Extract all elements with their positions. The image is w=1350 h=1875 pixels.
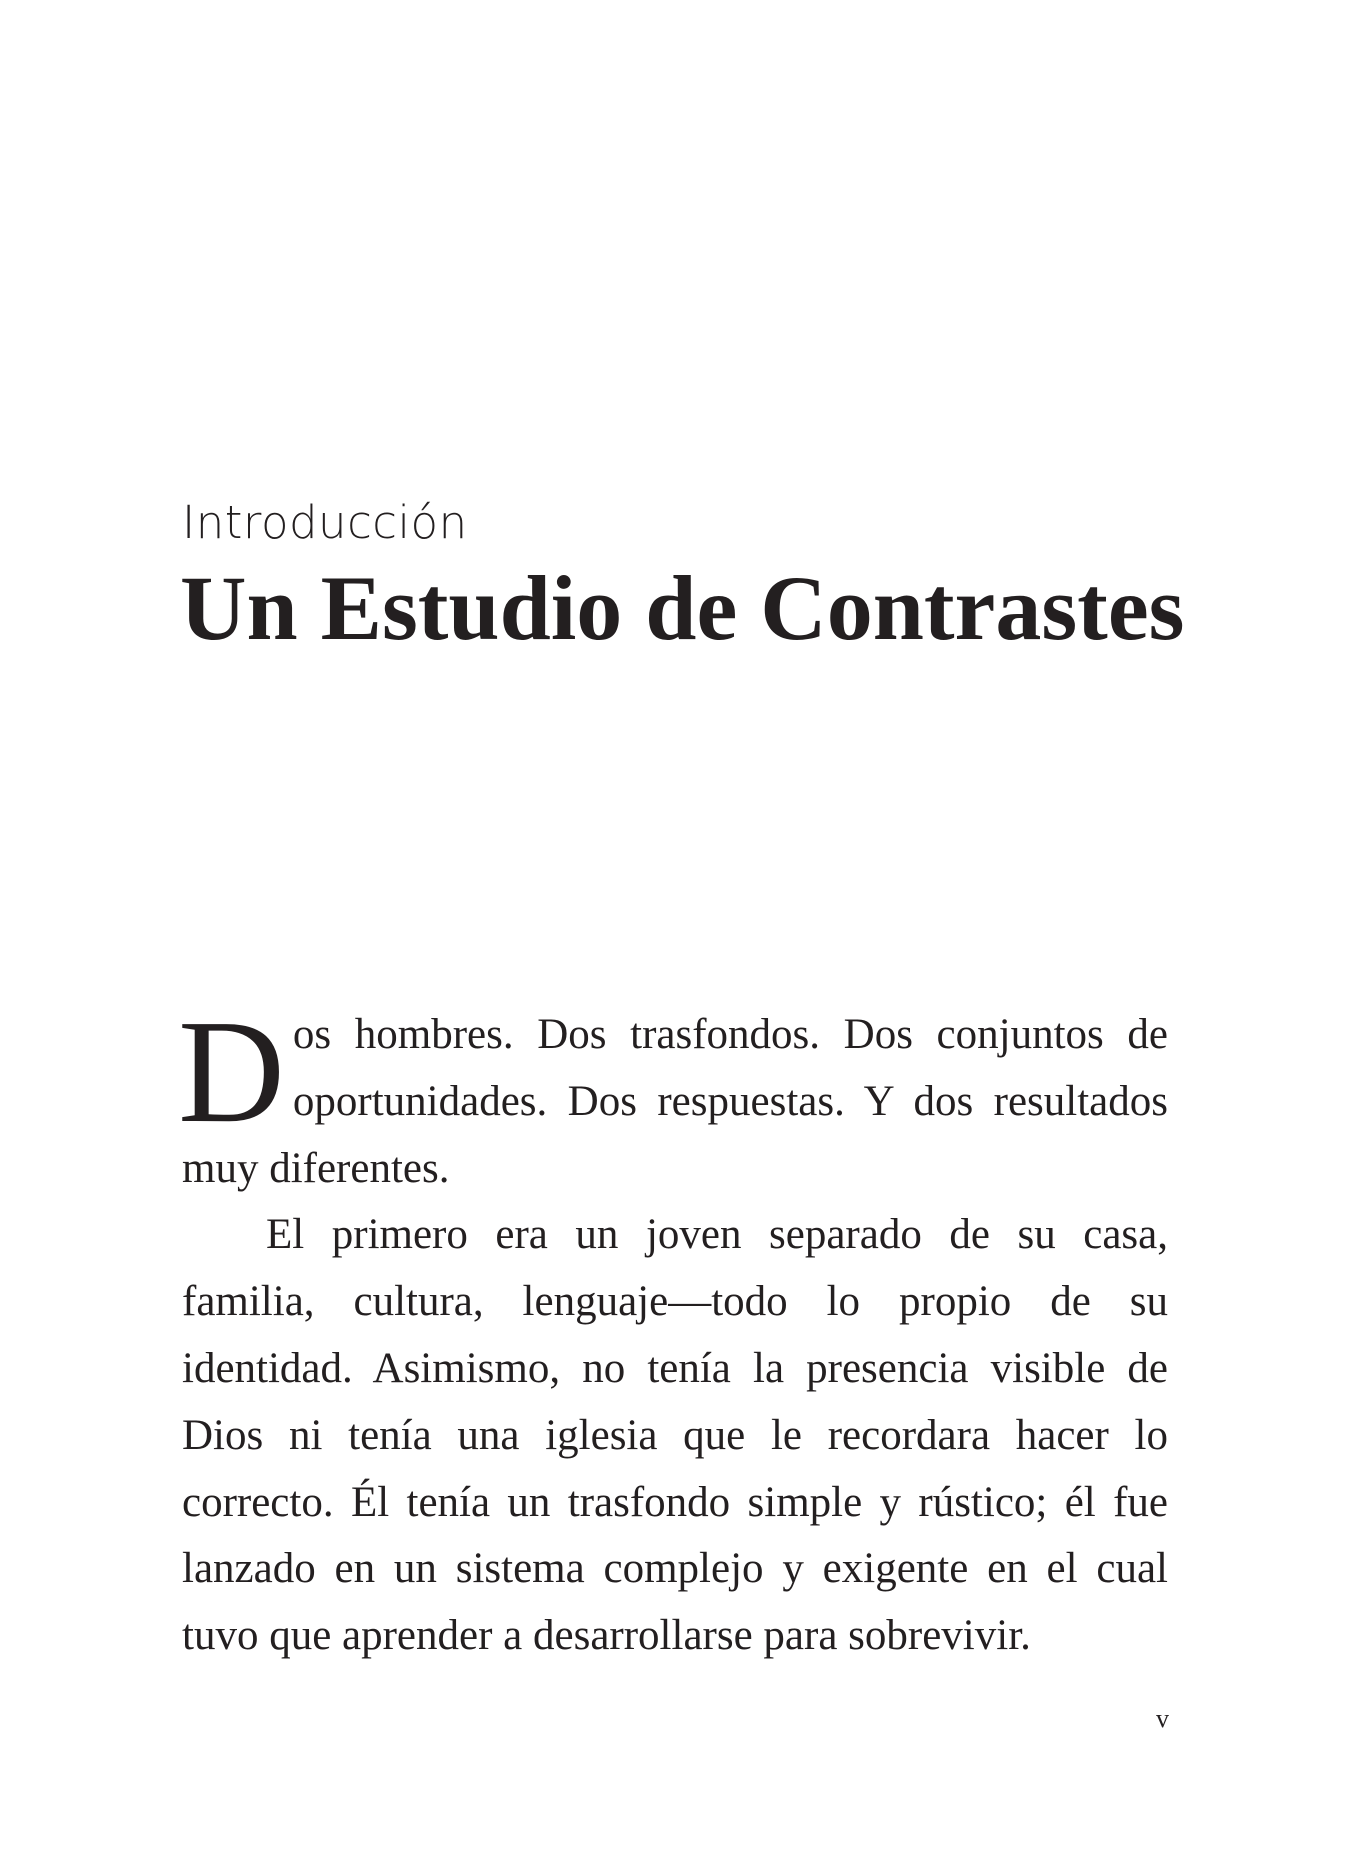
paragraph-1-text: os hombres. Dos trasfondos. Dos conjuntos de oportunidades. Dos respuestas. Y dos resultados muy diferentes. bbox=[182, 1011, 1168, 1192]
chapter-label: Introducción bbox=[182, 496, 468, 549]
paragraph-1 bbox=[178, 990, 1168, 1202]
paragraph-2: El primero era un joven separado de su casa, familia, cultura, lenguaje—todo lo propio de su identidad. Asimismo, no tenía la presencia visible de Dios ni tenía una iglesia que le recordara hacer lo correcto. Él tenía un trasfondo simple y rústico; él fue lanzado en un sistema complejo y exigente en el cual tuvo que aprender a desarrollarse para sobrevivir. bbox=[182, 1211, 1168, 1660]
body-text bbox=[178, 990, 1168, 1670]
page-number: v bbox=[1156, 1704, 1169, 1733]
chapter-title: Un Estudio de Contrastes bbox=[180, 557, 1185, 659]
drop-cap: D bbox=[178, 990, 285, 1154]
